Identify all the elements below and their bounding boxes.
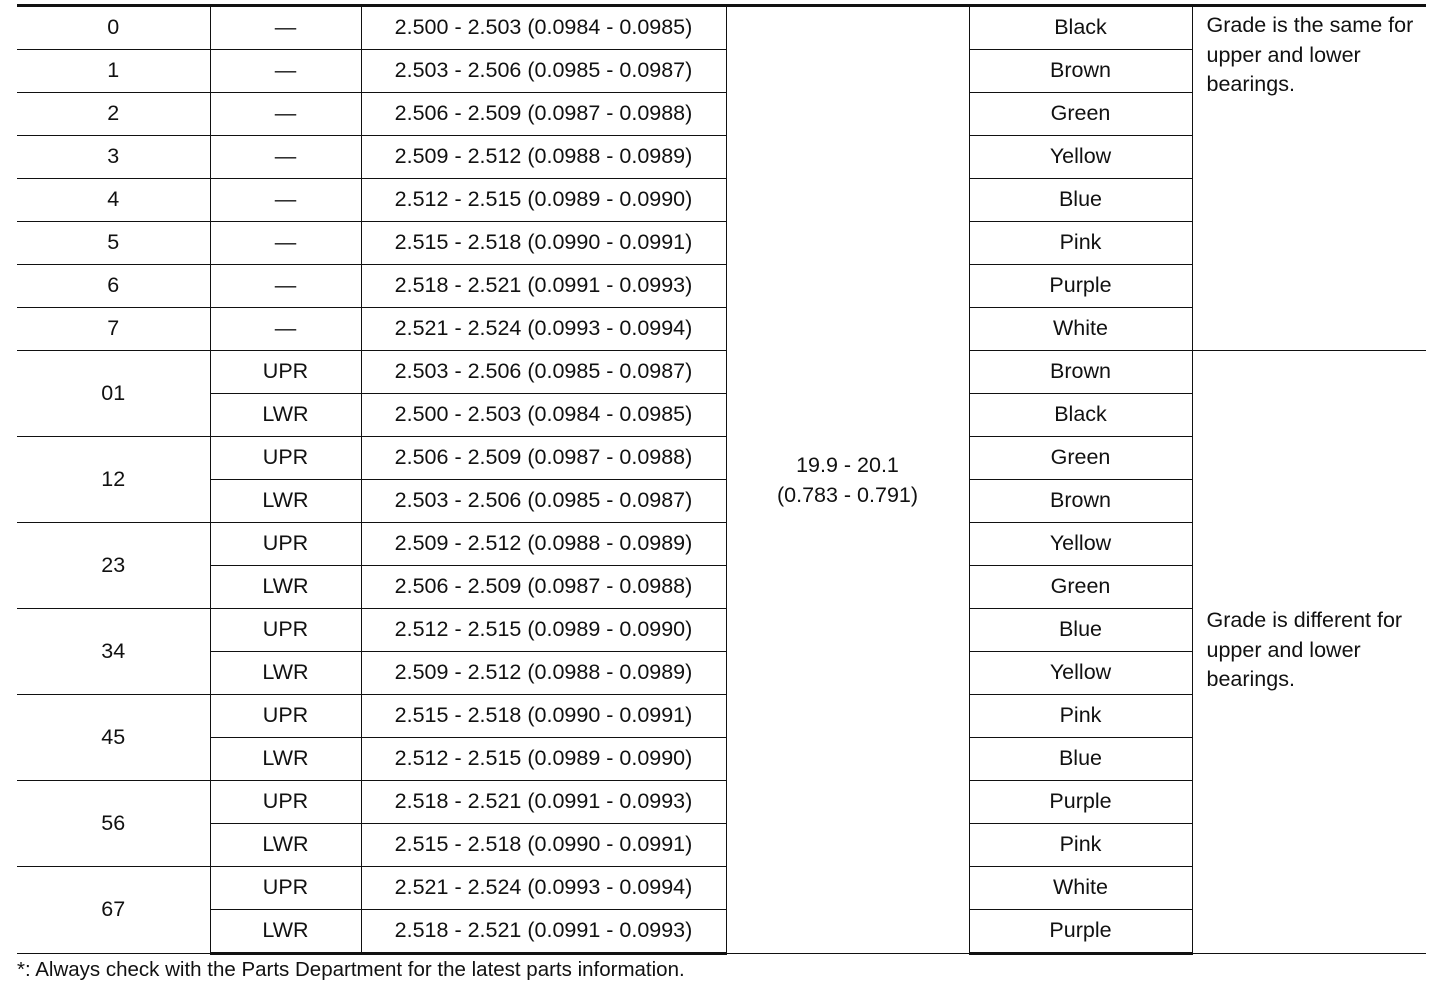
bearing-grade-table-body [17, 6, 1426, 954]
identification-color-cell: Blue [969, 609, 1192, 652]
grade-number-cell: 2 [17, 93, 210, 136]
grade-number-cell: 3 [17, 136, 210, 179]
identification-color-cell: Brown [969, 351, 1192, 394]
grade-number-cell: 45 [17, 695, 210, 781]
thickness-range-cell: 2.515 - 2.518 (0.0990 - 0.0991) [361, 695, 726, 738]
identification-color-cell: Green [969, 437, 1192, 480]
thickness-range-cell: 2.506 - 2.509 (0.0987 - 0.0988) [361, 566, 726, 609]
position-cell: UPR [210, 867, 361, 910]
position-cell: LWR [210, 566, 361, 609]
thickness-range-cell: 2.521 - 2.524 (0.0993 - 0.0994) [361, 308, 726, 351]
bearing-thickness-cell [726, 6, 969, 954]
thickness-range-cell: 2.512 - 2.515 (0.0989 - 0.0990) [361, 179, 726, 222]
thickness-range-cell: 2.512 - 2.515 (0.0989 - 0.0990) [361, 609, 726, 652]
position-cell: LWR [210, 910, 361, 954]
position-cell: — [210, 50, 361, 93]
thickness-range-cell: 2.500 - 2.503 (0.0984 - 0.0985) [361, 394, 726, 437]
position-cell: LWR [210, 738, 361, 781]
bearing-thickness-in: (0.783 - 0.791) [776, 483, 919, 507]
thickness-range-cell: 2.518 - 2.521 (0.0991 - 0.0993) [361, 910, 726, 954]
identification-color-cell: Pink [969, 695, 1192, 738]
identification-color-cell: Purple [969, 910, 1192, 954]
thickness-range-cell: 2.515 - 2.518 (0.0990 - 0.0991) [361, 824, 726, 867]
identification-color-cell: White [969, 867, 1192, 910]
footnote: *: Always check with the Parts Department for the latest parts information. [17, 958, 685, 981]
thickness-range-cell: 2.515 - 2.518 (0.0990 - 0.0991) [361, 222, 726, 265]
identification-color-cell: Blue [969, 738, 1192, 781]
grade-number-cell: 01 [17, 351, 210, 437]
position-cell: — [210, 222, 361, 265]
identification-color-cell: Blue [969, 179, 1192, 222]
thickness-range-cell: 2.503 - 2.506 (0.0985 - 0.0987) [361, 351, 726, 394]
grade-number-cell: 0 [17, 6, 210, 50]
thickness-range-cell: 2.509 - 2.512 (0.0988 - 0.0989) [361, 652, 726, 695]
position-cell: LWR [210, 394, 361, 437]
identification-color-cell: Green [969, 566, 1192, 609]
position-cell: LWR [210, 480, 361, 523]
identification-color-cell: Brown [969, 50, 1192, 93]
grade-number-cell: 5 [17, 222, 210, 265]
position-cell: LWR [210, 652, 361, 695]
identification-color-cell: Pink [969, 222, 1192, 265]
identification-color-cell: Black [969, 394, 1192, 437]
identification-color-cell: White [969, 308, 1192, 351]
grade-number-cell: 6 [17, 265, 210, 308]
grade-number-cell: 4 [17, 179, 210, 222]
grade-number-cell: 34 [17, 609, 210, 695]
identification-color-cell: Purple [969, 265, 1192, 308]
position-cell: — [210, 136, 361, 179]
bearing-grade-table [17, 4, 1426, 955]
thickness-range-cell: 2.506 - 2.509 (0.0987 - 0.0988) [361, 437, 726, 480]
grade-number-cell: 7 [17, 308, 210, 351]
remark-same-grade: Grade is the same for upper and lower bearings. [1192, 6, 1426, 351]
identification-color-cell: Yellow [969, 652, 1192, 695]
table-row [17, 351, 1426, 394]
grade-number-cell: 67 [17, 867, 210, 954]
position-cell: — [210, 308, 361, 351]
position-cell: — [210, 93, 361, 136]
table-row [17, 6, 1426, 50]
identification-color-cell: Green [969, 93, 1192, 136]
thickness-range-cell: 2.509 - 2.512 (0.0988 - 0.0989) [361, 523, 726, 566]
thickness-range-cell: 2.500 - 2.503 (0.0984 - 0.0985) [361, 6, 726, 50]
identification-color-cell: Yellow [969, 136, 1192, 179]
position-cell: UPR [210, 523, 361, 566]
identification-color-cell: Pink [969, 824, 1192, 867]
position-cell: UPR [210, 609, 361, 652]
grade-number-cell: 56 [17, 781, 210, 867]
position-cell: — [210, 6, 361, 50]
grade-number-cell: 1 [17, 50, 210, 93]
thickness-range-cell: 2.503 - 2.506 (0.0985 - 0.0987) [361, 50, 726, 93]
position-cell: — [210, 265, 361, 308]
identification-color-cell: Yellow [969, 523, 1192, 566]
identification-color-cell: Black [969, 6, 1192, 50]
position-cell: — [210, 179, 361, 222]
remark-different-grade: Grade is different for upper and lower bearings. [1192, 351, 1426, 954]
thickness-range-cell: 2.521 - 2.524 (0.0993 - 0.0994) [361, 867, 726, 910]
identification-color-cell: Brown [969, 480, 1192, 523]
thickness-range-cell: 2.518 - 2.521 (0.0991 - 0.0993) [361, 265, 726, 308]
thickness-range-cell: 2.509 - 2.512 (0.0988 - 0.0989) [361, 136, 726, 179]
position-cell: UPR [210, 781, 361, 824]
thickness-range-cell: 2.503 - 2.506 (0.0985 - 0.0987) [361, 480, 726, 523]
position-cell: UPR [210, 351, 361, 394]
thickness-range-cell: 2.518 - 2.521 (0.0991 - 0.0993) [361, 781, 726, 824]
identification-color-cell: Purple [969, 781, 1192, 824]
thickness-range-cell: 2.512 - 2.515 (0.0989 - 0.0990) [361, 738, 726, 781]
position-cell: UPR [210, 437, 361, 480]
thickness-range-cell: 2.506 - 2.509 (0.0987 - 0.0988) [361, 93, 726, 136]
grade-number-cell: 23 [17, 523, 210, 609]
position-cell: UPR [210, 695, 361, 738]
grade-number-cell: 12 [17, 437, 210, 523]
position-cell: LWR [210, 824, 361, 867]
bearing-thickness-mm: 19.9 - 20.1 [796, 452, 899, 477]
